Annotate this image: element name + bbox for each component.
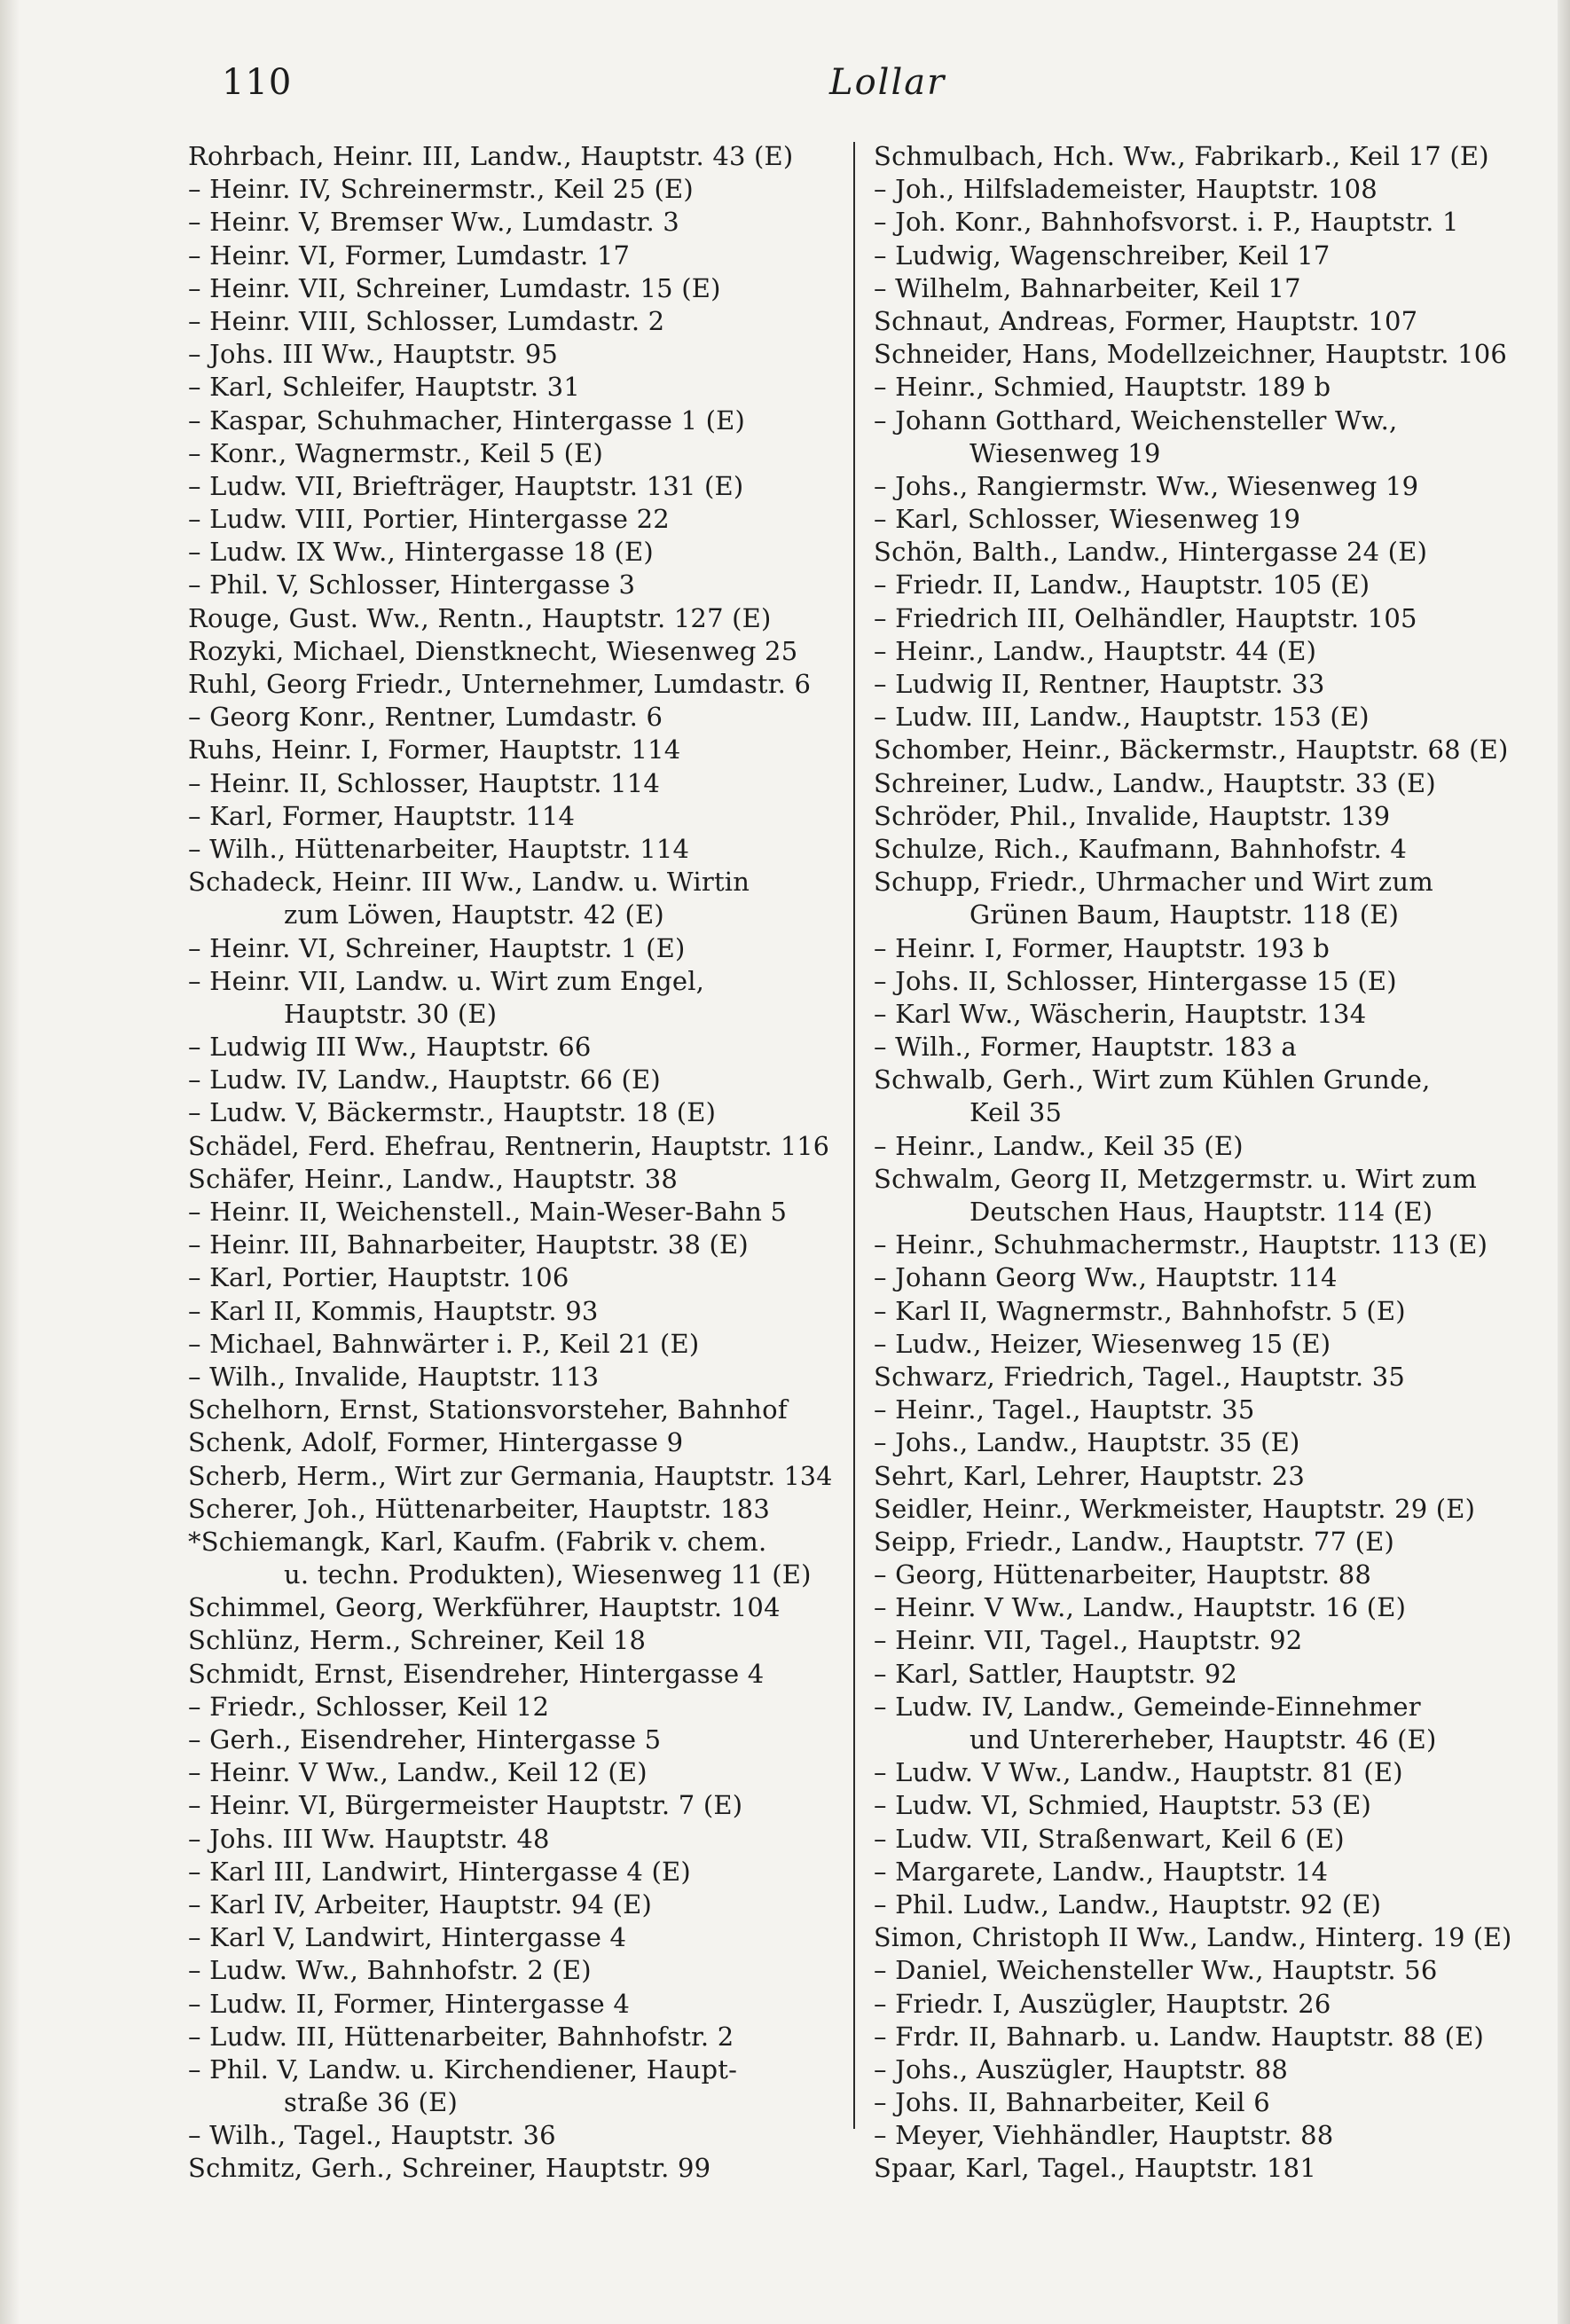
directory-entry: – Ludw. II, Former, Hintergasse 4 (188, 1988, 630, 2019)
directory-entry: – Heinr., Landw., Keil 35 (E) (874, 1130, 1244, 1161)
directory-entry: – Phil. V, Landw. u. Kirchendiener, Haupt- (188, 2053, 738, 2085)
directory-entry: – Kaspar, Schuhmacher, Hintergasse 1 (E) (188, 404, 746, 436)
directory-entry: – Heinr., Tagel., Hauptstr. 35 (874, 1394, 1255, 1425)
directory-entry: – Ludw. V Ww., Landw., Hauptstr. 81 (E) (874, 1757, 1403, 1788)
directory-entry: zum Löwen, Hauptstr. 42 (E) (284, 899, 664, 930)
directory-entry: – Friedr. I, Auszügler, Hauptstr. 26 (874, 1988, 1331, 2019)
directory-entry: Ruhl, Georg Friedr., Unternehmer, Lumdastr. 6 (188, 669, 812, 699)
directory-entry: – Karl, Schlosser, Wiesenweg 19 (874, 504, 1301, 535)
directory-entry: Scherb, Herm., Wirt zur Germania, Hauptstr. 134 (188, 1461, 833, 1491)
directory-entry: – Karl IV, Arbeiter, Hauptstr. 94 (E) (188, 1888, 652, 1920)
directory-entry: Schneider, Hans, Modellzeichner, Hauptstr. 106 (874, 339, 1508, 370)
running-head: Lollar (829, 62, 946, 103)
directory-entry: – Wilh., Invalide, Hauptstr. 113 (188, 1361, 600, 1392)
directory-entry: – Margarete, Landw., Hauptstr. 14 (874, 1856, 1329, 1887)
directory-entry: – Johs., Auszügler, Hauptstr. 88 (874, 2053, 1289, 2085)
directory-entry: – Ludwig III Ww., Hauptstr. 66 (188, 1032, 592, 1063)
directory-entry: – Johs. III Ww., Hauptstr. 95 (188, 339, 559, 370)
directory-entry: – Heinr. V, Bremser Ww., Lumdastr. 3 (188, 207, 679, 238)
directory-entry: Schädel, Ferd. Ehefrau, Rentnerin, Hauptstr. 116 (188, 1131, 830, 1161)
directory-entry: Seipp, Friedr., Landw., Hauptstr. 77 (E) (874, 1526, 1395, 1557)
directory-entry: – Heinr. IV, Schreinermstr., Keil 25 (E) (188, 174, 694, 205)
directory-entry: – Heinr. VIII, Schlosser, Lumdastr. 2 (188, 305, 665, 336)
directory-entry: – Wilh., Hüttenarbeiter, Hauptstr. 114 (188, 833, 690, 864)
directory-entry: Schadeck, Heinr. III Ww., Landw. u. Wirtin (188, 867, 750, 898)
directory-entry: – Heinr. VII, Schreiner, Lumdastr. 15 (E) (188, 272, 721, 303)
directory-entry: – Heinr. I, Former, Hauptstr. 193 b (874, 932, 1331, 963)
directory-entry: – Johs. II, Schlosser, Hintergasse 15 (E) (874, 965, 1397, 996)
directory-entry: *Schiemangk, Karl, Kaufm. (Fabrik v. chem. (188, 1526, 767, 1557)
directory-entry: – Wilhelm, Bahnarbeiter, Keil 17 (874, 272, 1301, 303)
directory-entry: – Friedr. II, Landw., Hauptstr. 105 (E) (874, 569, 1370, 601)
directory-entry: Schwalb, Gerh., Wirt zum Kühlen Grunde, (874, 1064, 1431, 1095)
directory-entry: Rouge, Gust. Ww., Rentn., Hauptstr. 127 (E) (188, 602, 772, 633)
directory-entry: Schwarz, Friedrich, Tagel., Hauptstr. 35 (874, 1361, 1406, 1392)
directory-entry: – Georg Konr., Rentner, Lumdastr. 6 (188, 702, 663, 733)
page-edge (1558, 0, 1570, 2324)
directory-entry: – Wilh., Tagel., Hauptstr. 36 (188, 2120, 556, 2151)
directory-entry: – Ludwig, Wagenschreiber, Keil 17 (874, 239, 1331, 271)
directory-entry: – Ludw. V, Bäckermstr., Hauptstr. 18 (E) (188, 1097, 717, 1128)
directory-entry: – Heinr. V Ww., Landw., Keil 12 (E) (188, 1757, 648, 1788)
directory-entry: – Heinr. II, Weichenstell., Main-Weser-Bahn 5 (188, 1197, 788, 1227)
directory-entry: Schelhorn, Ernst, Stationsvorsteher, Bahnhof (188, 1394, 788, 1425)
directory-entry: – Joh., Hilfslademeister, Hauptstr. 108 (874, 174, 1378, 205)
page-header (0, 62, 1570, 115)
directory-entry: Schenk, Adolf, Former, Hintergasse 9 (188, 1427, 684, 1458)
left-column (188, 140, 840, 2184)
directory-entry: Schnaut, Andreas, Former, Hauptstr. 107 (874, 305, 1418, 336)
directory-entry: Schlünz, Herm., Schreiner, Keil 18 (188, 1625, 647, 1656)
directory-entry: – Karl II, Wagnermstr., Bahnhofstr. 5 (E) (874, 1295, 1406, 1326)
directory-entry: Schwalm, Georg II, Metzgermstr. u. Wirt zum (874, 1163, 1477, 1194)
directory-entry: – Ludw. VI, Schmied, Hauptstr. 53 (E) (874, 1790, 1372, 1821)
directory-entry: Schön, Balth., Landw., Hintergasse 24 (E) (874, 537, 1428, 568)
directory-entry: – Karl II, Kommis, Hauptstr. 93 (188, 1295, 599, 1326)
directory-entry: Rozyki, Michael, Dienstknecht, Wiesenweg 25 (188, 635, 798, 666)
directory-entry: Seidler, Heinr., Werkmeister, Hauptstr. 29 (E) (874, 1493, 1476, 1524)
directory-entry: – Heinr. II, Schlosser, Hauptstr. 114 (188, 767, 661, 798)
directory-entry: – Johs. III Ww. Hauptstr. 48 (188, 1823, 550, 1854)
directory-entry: u. techn. Produkten), Wiesenweg 11 (E) (284, 1559, 812, 1590)
directory-entry: – Ludw. VIII, Portier, Hintergasse 22 (188, 504, 670, 535)
directory-entry: – Ludw. III, Landw., Hauptstr. 153 (E) (874, 702, 1370, 733)
directory-entry: – Ludw. III, Hüttenarbeiter, Bahnhofstr. 2 (188, 2021, 734, 2052)
directory-entry: – Johann Gotthard, Weichensteller Ww., (874, 404, 1398, 436)
directory-entry: – Michael, Bahnwärter i. P., Keil 21 (E) (188, 1328, 700, 1359)
directory-entry: – Johs., Landw., Hauptstr. 35 (E) (874, 1427, 1300, 1458)
directory-entry: – Karl, Schleifer, Hauptstr. 31 (188, 372, 580, 403)
directory-entry: – Johs., Rangiermstr. Ww., Wiesenweg 19 (874, 470, 1419, 501)
directory-entry: – Wilh., Former, Hauptstr. 183 a (874, 1032, 1297, 1063)
directory-entry: – Heinr. VII, Landw. u. Wirt zum Engel, (188, 965, 705, 996)
directory-entry: – Heinr. VI, Schreiner, Hauptstr. 1 (E) (188, 932, 686, 963)
directory-entry: – Phil. Ludw., Landw., Hauptstr. 92 (E) (874, 1888, 1382, 1920)
directory-entry: – Karl, Portier, Hauptstr. 106 (188, 1262, 569, 1293)
directory-entry: – Ludw. IX Ww., Hintergasse 18 (E) (188, 537, 654, 568)
directory-entry: Keil 35 (969, 1097, 1063, 1128)
directory-entry: Schröder, Phil., Invalide, Hauptstr. 139 (874, 800, 1391, 831)
directory-entry: – Johs. II, Bahnarbeiter, Keil 6 (874, 2087, 1270, 2118)
directory-entry: – Konr., Wagnermstr., Keil 5 (E) (188, 437, 603, 468)
directory-entry: Ruhs, Heinr. I, Former, Hauptstr. 114 (188, 734, 681, 766)
directory-entry: – Friedr., Schlosser, Keil 12 (188, 1691, 550, 1722)
binding-gutter (0, 0, 20, 2324)
directory-entry: – Joh. Konr., Bahnhofsvorst. i. P., Hauptstr. 1 (874, 207, 1459, 238)
directory-entry: – Daniel, Weichensteller Ww., Hauptstr. 56 (874, 1955, 1438, 1986)
directory-entry: – Phil. V, Schlosser, Hintergasse 3 (188, 569, 636, 601)
directory-entry: Deutschen Haus, Hauptstr. 114 (E) (969, 1197, 1433, 1227)
directory-entry: – Frdr. II, Bahnarb. u. Landw. Hauptstr. 88 (E) (874, 2021, 1484, 2052)
directory-entry: – Ludwig II, Rentner, Hauptstr. 33 (874, 669, 1325, 699)
directory-entry: – Karl Ww., Wäscherin, Hauptstr. 134 (874, 998, 1367, 1029)
column-divider (853, 142, 855, 2129)
directory-entry: – Heinr. V Ww., Landw., Hauptstr. 16 (E) (874, 1592, 1407, 1623)
directory-entry: – Ludw. VII, Straßenwart, Keil 6 (E) (874, 1823, 1345, 1854)
directory-entry: und Untererheber, Hauptstr. 46 (E) (969, 1724, 1437, 1755)
directory-entry: – Georg, Hüttenarbeiter, Hauptstr. 88 (874, 1559, 1371, 1590)
directory-entry: Simon, Christoph II Ww., Landw., Hinterg. 19 (E) (874, 1923, 1512, 1953)
directory-entry: – Karl, Sattler, Hauptstr. 92 (874, 1658, 1238, 1689)
directory-entry: Wiesenweg 19 (969, 437, 1161, 468)
directory-entry: Schmulbach, Hch. Ww., Fabrikarb., Keil 17 (E) (874, 141, 1489, 171)
directory-entry: – Heinr. III, Bahnarbeiter, Hauptstr. 38 (E) (188, 1229, 749, 1260)
directory-entry: – Karl V, Landwirt, Hintergasse 4 (188, 1922, 627, 1953)
directory-entry: – Ludw. VII, Briefträger, Hauptstr. 131 (E) (188, 470, 744, 501)
directory-entry: Schimmel, Georg, Werkführer, Hauptstr. 104 (188, 1592, 781, 1623)
directory-entry: Rohrbach, Heinr. III, Landw., Hauptstr. 43 (E) (188, 141, 794, 171)
directory-entry: Schupp, Friedr., Uhrmacher und Wirt zum (874, 867, 1433, 898)
directory-entry: Sehrt, Karl, Lehrer, Hauptstr. 23 (874, 1460, 1306, 1491)
directory-entry: – Friedrich III, Oelhändler, Hauptstr. 105 (874, 602, 1417, 633)
page-number: 110 (222, 62, 293, 103)
directory-entry: Schomber, Heinr., Bäckermstr., Hauptstr. 68 (E) (874, 734, 1509, 766)
directory-entry: – Gerh., Eisendreher, Hintergasse 5 (188, 1724, 662, 1755)
directory-entry: – Ludw. IV, Landw., Gemeinde-Einnehmer (874, 1691, 1421, 1722)
directory-entry: – Heinr. VII, Tagel., Hauptstr. 92 (874, 1625, 1303, 1656)
right-column (874, 140, 1517, 2184)
directory-entry: – Heinr., Landw., Hauptstr. 44 (E) (874, 635, 1317, 666)
directory-entry: – Karl, Former, Hauptstr. 114 (188, 800, 576, 831)
directory-entry: – Karl III, Landwirt, Hintergasse 4 (E) (188, 1856, 691, 1887)
directory-entry: straße 36 (E) (284, 2087, 458, 2118)
directory-entry: – Ludw. Ww., Bahnhofstr. 2 (E) (188, 1955, 592, 1986)
directory-entry: – Ludw. IV, Landw., Hauptstr. 66 (E) (188, 1064, 661, 1095)
directory-entry: Schreiner, Ludw., Landw., Hauptstr. 33 (E) (874, 767, 1436, 798)
directory-entry: Schmitz, Gerh., Schreiner, Hauptstr. 99 (188, 2153, 711, 2184)
directory-entry: – Heinr. VI, Bürgermeister Hauptstr. 7 (E) (188, 1790, 743, 1821)
directory-entry: Schäfer, Heinr., Landw., Hauptstr. 38 (188, 1163, 679, 1194)
directory-entry: Schmidt, Ernst, Eisendreher, Hintergasse 4 (188, 1658, 765, 1689)
directory-entry: Scherer, Joh., Hüttenarbeiter, Hauptstr. 183 (188, 1493, 770, 1524)
directory-entry: – Ludw., Heizer, Wiesenweg 15 (E) (874, 1328, 1331, 1359)
directory-entry: Schulze, Rich., Kaufmann, Bahnhofstr. 4 (874, 833, 1407, 864)
directory-entry: Hauptstr. 30 (E) (284, 998, 498, 1029)
directory-entry: – Heinr., Schuhmachermstr., Hauptstr. 113 (E) (874, 1229, 1488, 1260)
directory-entry: – Meyer, Viehhändler, Hauptstr. 88 (874, 2120, 1334, 2151)
directory-entry: – Heinr., Schmied, Hauptstr. 189 b (874, 372, 1331, 403)
directory-entry: Grünen Baum, Hauptstr. 118 (E) (969, 899, 1400, 930)
directory-entry: – Johann Georg Ww., Hauptstr. 114 (874, 1262, 1338, 1293)
directory-entry: Spaar, Karl, Tagel., Hauptstr. 181 (874, 2153, 1316, 2184)
directory-entry: – Heinr. VI, Former, Lumdastr. 17 (188, 239, 631, 271)
